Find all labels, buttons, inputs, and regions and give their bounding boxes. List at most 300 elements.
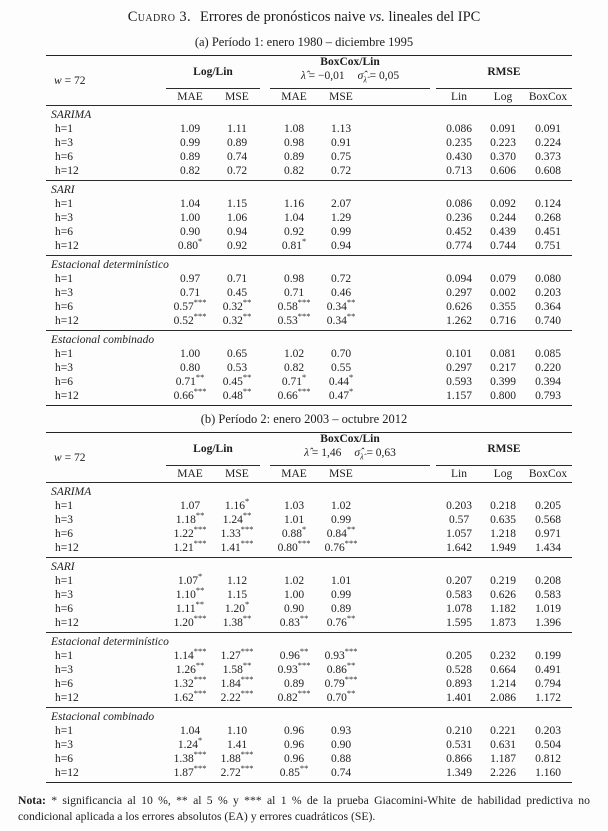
subheader-log: Log xyxy=(493,90,513,103)
value-cell: 0.89 xyxy=(330,603,352,615)
subheader-mse: MSE xyxy=(225,90,249,103)
horizon-label: h=6 xyxy=(55,151,73,163)
table-row xyxy=(46,571,572,588)
table-title xyxy=(0,9,608,26)
value-cell: 0.713 xyxy=(446,165,472,177)
significance-stars: * xyxy=(197,571,203,582)
value-cell: 0.84** xyxy=(326,524,356,540)
value-cell: 0.439 xyxy=(490,226,516,238)
section-label: SARI xyxy=(51,184,75,196)
significance-stars: ** xyxy=(242,372,252,383)
table-row xyxy=(46,122,572,136)
value-cell: 1.03 xyxy=(283,500,305,512)
value-cell: 0.232 xyxy=(490,650,516,662)
value-cell: 1.08 xyxy=(283,123,305,135)
table-row xyxy=(46,211,572,225)
value-cell: 1.02 xyxy=(330,500,352,512)
value-cell: 0.394 xyxy=(535,376,561,388)
significance-stars: *** xyxy=(193,538,207,549)
value-cell: 2.226 xyxy=(490,767,516,779)
value-cell: 0.207 xyxy=(446,575,472,587)
model-section xyxy=(46,331,572,405)
value-cell: 0.355 xyxy=(490,301,516,313)
value-cell: 0.44* xyxy=(328,372,354,388)
value-cell: 0.081 xyxy=(490,348,516,360)
significance-stars: *** xyxy=(240,688,254,699)
value-cell: 0.744 xyxy=(490,240,516,252)
value-cell: 0.58*** xyxy=(277,297,311,313)
value-cell: 0.205 xyxy=(446,650,472,662)
significance-stars: * xyxy=(244,496,250,507)
horizon-label: h=1 xyxy=(55,575,73,587)
table-row xyxy=(46,272,572,286)
value-cell: 1.84*** xyxy=(220,674,254,690)
horizon-label: h=6 xyxy=(55,301,73,313)
value-cell: 0.199 xyxy=(535,650,561,662)
note-label: Nota: xyxy=(18,794,46,807)
value-cell: 0.740 xyxy=(535,315,561,327)
value-cell: 1.187 xyxy=(490,753,516,765)
significance-stars: ** xyxy=(242,613,252,624)
value-cell: 0.774 xyxy=(446,240,472,252)
value-cell: 0.32** xyxy=(222,311,252,327)
value-cell: 0.76** xyxy=(326,613,356,629)
horizon-label: h=3 xyxy=(55,514,73,526)
significance-stars: ** xyxy=(346,524,356,535)
model-section xyxy=(46,483,572,558)
value-cell: 0.92 xyxy=(283,226,305,238)
value-cell: 1.214 xyxy=(490,678,516,690)
value-cell: 0.094 xyxy=(446,273,472,285)
horizon-label: h=6 xyxy=(55,528,73,540)
value-cell: 0.82 xyxy=(179,165,201,177)
model-section xyxy=(46,256,572,331)
table-row xyxy=(46,197,572,211)
significance-stars: *** xyxy=(344,674,358,685)
table-note xyxy=(18,793,590,825)
value-cell: 1.078 xyxy=(446,603,472,615)
table-row xyxy=(46,538,572,555)
value-cell: 0.235 xyxy=(446,137,472,149)
value-cell: 0.244 xyxy=(490,212,516,224)
significance-stars: *** xyxy=(297,297,311,308)
value-cell: 1.12 xyxy=(226,575,248,587)
value-cell: 0.205 xyxy=(535,500,561,512)
subheader-mse: MSE xyxy=(225,467,249,480)
significance-stars: ** xyxy=(242,660,252,671)
value-cell: 0.794 xyxy=(535,678,561,690)
value-cell: 0.52*** xyxy=(173,311,207,327)
table-row xyxy=(46,585,572,602)
horizon-label: h=6 xyxy=(55,226,73,238)
value-cell: 0.373 xyxy=(535,151,561,163)
value-cell: 0.99 xyxy=(179,137,201,149)
value-cell: 1.262 xyxy=(446,315,472,327)
value-cell: 0.79*** xyxy=(324,674,358,690)
table-row xyxy=(46,225,572,239)
table-row xyxy=(46,763,572,780)
value-cell: 1.02 xyxy=(283,348,305,360)
value-cell: 1.27*** xyxy=(220,646,254,662)
value-cell: 0.81* xyxy=(281,236,307,252)
forecast-error-table xyxy=(46,432,572,783)
value-cell: 0.90 xyxy=(283,603,305,615)
value-cell: 0.98 xyxy=(283,137,305,149)
model-section xyxy=(46,558,572,633)
significance-stars: *** xyxy=(297,688,311,699)
value-cell: 0.65 xyxy=(226,348,248,360)
value-cell: 0.086 xyxy=(446,123,472,135)
value-cell: 0.203 xyxy=(535,287,561,299)
significance-stars: ** xyxy=(195,372,205,383)
value-cell: 0.297 xyxy=(446,287,472,299)
horizon-label: h=3 xyxy=(55,212,73,224)
table-row xyxy=(46,688,572,705)
value-cell: 0.53*** xyxy=(277,311,311,327)
subheader-mae: MAE xyxy=(281,467,307,480)
horizon-label: h=12 xyxy=(55,617,79,629)
table-row xyxy=(46,735,572,752)
table-row xyxy=(46,311,572,328)
value-cell: 0.85** xyxy=(279,763,309,779)
value-cell: 1.396 xyxy=(535,617,561,629)
value-cell: 0.223 xyxy=(490,137,516,149)
value-cell: 0.224 xyxy=(535,137,561,149)
model-section xyxy=(46,106,572,181)
value-cell: 0.96 xyxy=(283,739,305,751)
significance-stars: *** xyxy=(193,524,207,535)
value-cell: 1.595 xyxy=(446,617,472,629)
value-cell: 0.430 xyxy=(446,151,472,163)
value-cell: 0.812 xyxy=(535,753,561,765)
value-cell: 0.82 xyxy=(283,165,305,177)
horizon-label: h=12 xyxy=(55,390,79,402)
horizon-label: h=3 xyxy=(55,739,73,751)
value-cell: 1.218 xyxy=(490,528,516,540)
value-cell: 1.00 xyxy=(283,589,305,601)
value-cell: 0.96** xyxy=(279,646,309,662)
value-cell: 1.11 xyxy=(227,123,247,135)
significance-stars: *** xyxy=(193,763,207,774)
significance-stars: *** xyxy=(193,613,207,624)
value-cell: 0.72 xyxy=(226,165,248,177)
value-cell: 2.07 xyxy=(330,198,352,210)
value-cell: 1.14*** xyxy=(173,646,207,662)
subheader-boxcox: BoxCox xyxy=(528,467,568,480)
value-cell: 0.085 xyxy=(535,348,561,360)
significance-stars: *** xyxy=(297,311,311,322)
significance-stars: * xyxy=(301,372,307,383)
significance-stars: ** xyxy=(242,297,252,308)
value-cell: 1.642 xyxy=(446,542,472,554)
value-cell: 1.057 xyxy=(446,528,472,540)
horizon-label: h=3 xyxy=(55,362,73,374)
subheader-lin: Lin xyxy=(451,467,467,480)
significance-stars: ** xyxy=(242,386,252,397)
value-cell: 0.96 xyxy=(283,753,305,765)
value-cell: 1.88*** xyxy=(220,749,254,765)
lambda-estimates: λ̂ = 1,46 $\sigmâ_{\lambdâ} = 0,63$ xyxy=(304,446,396,461)
value-cell: 1.873 xyxy=(490,617,516,629)
horizon-label: h=12 xyxy=(55,692,79,704)
value-cell: 0.71** xyxy=(175,372,205,388)
value-cell: 0.370 xyxy=(490,151,516,163)
horizon-label: h=12 xyxy=(55,315,79,327)
value-cell: 0.268 xyxy=(535,212,561,224)
value-cell: 1.20*** xyxy=(173,613,207,629)
horizon-label: h=12 xyxy=(55,240,79,252)
horizon-label: h=12 xyxy=(55,165,79,177)
model-section xyxy=(46,708,572,782)
horizon-label: h=3 xyxy=(55,664,73,676)
value-cell: 0.94 xyxy=(330,240,352,252)
value-cell: 1.62*** xyxy=(173,688,207,704)
model-section xyxy=(46,633,572,708)
value-cell: 1.02 xyxy=(283,575,305,587)
table-number-label: Cuadro 3. xyxy=(127,9,192,25)
significance-stars: *** xyxy=(193,688,207,699)
value-cell: 0.89 xyxy=(283,678,305,690)
value-cell: 0.99 xyxy=(330,226,352,238)
horizon-label: h=1 xyxy=(55,123,73,135)
value-cell: 0.219 xyxy=(490,575,516,587)
section-label: Estacional combinado xyxy=(51,711,155,723)
value-cell: 0.48** xyxy=(222,386,252,402)
significance-stars: ** xyxy=(299,646,309,657)
value-cell: 0.203 xyxy=(446,500,472,512)
horizon-label: h=6 xyxy=(55,603,73,615)
value-cell: 0.82 xyxy=(283,362,305,374)
value-cell: 0.97 xyxy=(179,273,201,285)
horizon-label: h=1 xyxy=(55,273,73,285)
horizon-label: h=3 xyxy=(55,589,73,601)
significance-stars: *** xyxy=(240,524,254,535)
value-cell: 1.24* xyxy=(177,735,203,751)
value-cell: 0.504 xyxy=(535,739,561,751)
value-cell: 0.220 xyxy=(535,362,561,374)
value-cell: 0.70** xyxy=(326,688,356,704)
subheader-mae: MAE xyxy=(281,90,307,103)
significance-stars: ** xyxy=(195,510,205,521)
value-cell: 0.203 xyxy=(535,725,561,737)
value-cell: 0.89 xyxy=(179,151,201,163)
panels-container xyxy=(0,35,608,783)
section-label: SARIMA xyxy=(51,486,92,498)
value-cell: 0.83** xyxy=(279,613,309,629)
horizon-label: h=3 xyxy=(55,137,73,149)
value-cell: 1.58** xyxy=(222,660,252,676)
value-cell: 0.66*** xyxy=(277,386,311,402)
value-cell: 0.93*** xyxy=(277,660,311,676)
table-row xyxy=(46,510,572,527)
value-cell: 0.80* xyxy=(177,236,203,252)
col-group-boxcox: BoxCox/Lin λ̂ = −0,01 $\sigmâ_{\lambdâ} = 0,05$ xyxy=(270,56,430,89)
value-cell: 1.01 xyxy=(330,575,352,587)
significance-stars: ** xyxy=(346,311,356,322)
value-cell: 0.631 xyxy=(490,739,516,751)
value-cell: 0.98 xyxy=(283,273,305,285)
table-row xyxy=(46,386,572,403)
value-cell: 0.90 xyxy=(179,226,201,238)
horizon-label: h=1 xyxy=(55,198,73,210)
significance-stars: *** xyxy=(240,538,254,549)
significance-stars: *** xyxy=(240,763,254,774)
value-cell: 1.09 xyxy=(179,123,201,135)
value-cell: 1.10** xyxy=(175,585,205,601)
value-cell: 1.26** xyxy=(175,660,205,676)
significance-stars: * xyxy=(348,386,354,397)
value-cell: 0.080 xyxy=(535,273,561,285)
value-cell: 0.664 xyxy=(490,664,516,676)
value-cell: 0.751 xyxy=(535,240,561,252)
value-cell: 1.32*** xyxy=(173,674,207,690)
horizon-label: h=1 xyxy=(55,348,73,360)
value-cell: 0.297 xyxy=(446,362,472,374)
value-cell: 0.217 xyxy=(490,362,516,374)
value-cell: 1.18** xyxy=(175,510,205,526)
value-cell: 1.172 xyxy=(535,692,561,704)
value-cell: 0.76*** xyxy=(324,538,358,554)
value-cell: 1.13 xyxy=(330,123,352,135)
value-cell: 1.41 xyxy=(226,739,248,751)
value-cell: 0.99 xyxy=(330,514,352,526)
value-cell: 1.01 xyxy=(283,514,305,526)
significance-stars: *** xyxy=(240,749,254,760)
value-cell: 1.22*** xyxy=(173,524,207,540)
value-cell: 0.531 xyxy=(446,739,472,751)
subheader-mse: MSE xyxy=(329,467,353,480)
table-row xyxy=(46,749,572,766)
value-cell: 0.86** xyxy=(326,660,356,676)
value-cell: 0.079 xyxy=(490,273,516,285)
significance-stars: * xyxy=(301,524,307,535)
subheader-mae: MAE xyxy=(177,90,203,103)
value-cell: 0.086 xyxy=(446,198,472,210)
section-label: SARIMA xyxy=(51,109,92,121)
significance-stars: ** xyxy=(346,297,356,308)
value-cell: 1.10 xyxy=(226,725,248,737)
value-cell: 1.15 xyxy=(226,589,248,601)
value-cell: 1.04 xyxy=(283,212,305,224)
value-cell: 1.38*** xyxy=(173,749,207,765)
value-cell: 0.88 xyxy=(330,753,352,765)
significance-stars: ** xyxy=(195,599,205,610)
value-cell: 0.971 xyxy=(535,528,561,540)
significance-stars: *** xyxy=(193,297,207,308)
significance-stars: * xyxy=(244,599,250,610)
value-cell: 0.583 xyxy=(535,589,561,601)
significance-stars: * xyxy=(348,372,354,383)
value-cell: 0.32** xyxy=(222,297,252,313)
significance-stars: ** xyxy=(299,763,309,774)
value-cell: 1.04 xyxy=(179,725,201,737)
value-cell: 1.00 xyxy=(179,212,201,224)
table-row xyxy=(46,613,572,630)
value-cell: 0.74 xyxy=(226,151,248,163)
value-cell: 0.66*** xyxy=(173,386,207,402)
value-cell: 0.71 xyxy=(179,287,201,299)
note-text: * significancia al 10 %, ** al 5 % y *** al 1 % de la prueba Giacomini-White de habilidad predictiva no condicional aplicada a los errores absolutos (EA) y errores cuadráticos (SE). xyxy=(18,794,590,823)
value-cell: 0.90 xyxy=(330,739,352,751)
value-cell: 0.091 xyxy=(490,123,516,135)
value-cell: 0.583 xyxy=(446,589,472,601)
significance-stars: * xyxy=(197,735,203,746)
value-cell: 0.124 xyxy=(535,198,561,210)
title-vs: vs. xyxy=(369,9,385,25)
horizon-label: h=12 xyxy=(55,767,79,779)
value-cell: 0.89 xyxy=(283,151,305,163)
value-cell: 2.22*** xyxy=(220,688,254,704)
significance-stars: ** xyxy=(346,688,356,699)
significance-stars: ** xyxy=(195,660,205,671)
table-row xyxy=(46,724,572,738)
table-row xyxy=(46,496,572,513)
value-cell: 2.086 xyxy=(490,692,516,704)
value-cell: 0.71 xyxy=(226,273,248,285)
value-cell: 1.87*** xyxy=(173,763,207,779)
value-cell: 0.364 xyxy=(535,301,561,313)
significance-stars: ** xyxy=(195,585,205,596)
value-cell: 0.716 xyxy=(490,315,516,327)
horizon-label: h=3 xyxy=(55,287,73,299)
value-cell: 0.208 xyxy=(535,575,561,587)
model-section xyxy=(46,181,572,256)
value-cell: 0.53 xyxy=(226,362,248,374)
value-cell: 1.349 xyxy=(446,767,472,779)
value-cell: 0.92 xyxy=(226,240,248,252)
table-row xyxy=(46,599,572,616)
subheader-lin: Lin xyxy=(451,90,467,103)
significance-stars: *** xyxy=(193,749,207,760)
section-label: Estacional determinístico xyxy=(51,259,169,271)
panel-b xyxy=(0,412,608,783)
value-cell: 0.93 xyxy=(330,725,352,737)
value-cell: 2.72*** xyxy=(220,763,254,779)
value-cell: 1.182 xyxy=(490,603,516,615)
value-cell: 0.800 xyxy=(490,390,516,402)
value-cell: 1.38** xyxy=(222,613,252,629)
value-cell: 0.593 xyxy=(446,376,472,388)
col-group-rmse: RMSE xyxy=(436,433,572,466)
section-label: Estacional combinado xyxy=(51,334,155,346)
table-row xyxy=(46,164,572,178)
significance-stars: * xyxy=(301,236,307,247)
value-cell: 0.88* xyxy=(281,524,307,540)
table-row xyxy=(46,136,572,150)
value-cell: 1.160 xyxy=(535,767,561,779)
value-cell: 0.34** xyxy=(326,297,356,313)
horizon-label: h=6 xyxy=(55,376,73,388)
value-cell: 1.157 xyxy=(446,390,472,402)
value-cell: 1.33*** xyxy=(220,524,254,540)
value-cell: 0.45 xyxy=(226,287,248,299)
value-cell: 0.221 xyxy=(490,725,516,737)
value-cell: 0.34** xyxy=(326,311,356,327)
value-cell: 1.07 xyxy=(179,500,201,512)
section-label: SARI xyxy=(51,561,75,573)
value-cell: 0.45** xyxy=(222,372,252,388)
value-cell: 0.94 xyxy=(226,226,248,238)
value-cell: 0.74 xyxy=(330,767,352,779)
col-group-rmse: RMSE xyxy=(436,56,572,89)
table-row xyxy=(46,236,572,253)
value-cell: 0.399 xyxy=(490,376,516,388)
value-cell: 0.091 xyxy=(535,123,561,135)
section-label: Estacional determinístico xyxy=(51,636,169,648)
value-cell: 1.401 xyxy=(446,692,472,704)
value-cell: 1.29 xyxy=(330,212,352,224)
value-cell: 1.07* xyxy=(177,571,203,587)
